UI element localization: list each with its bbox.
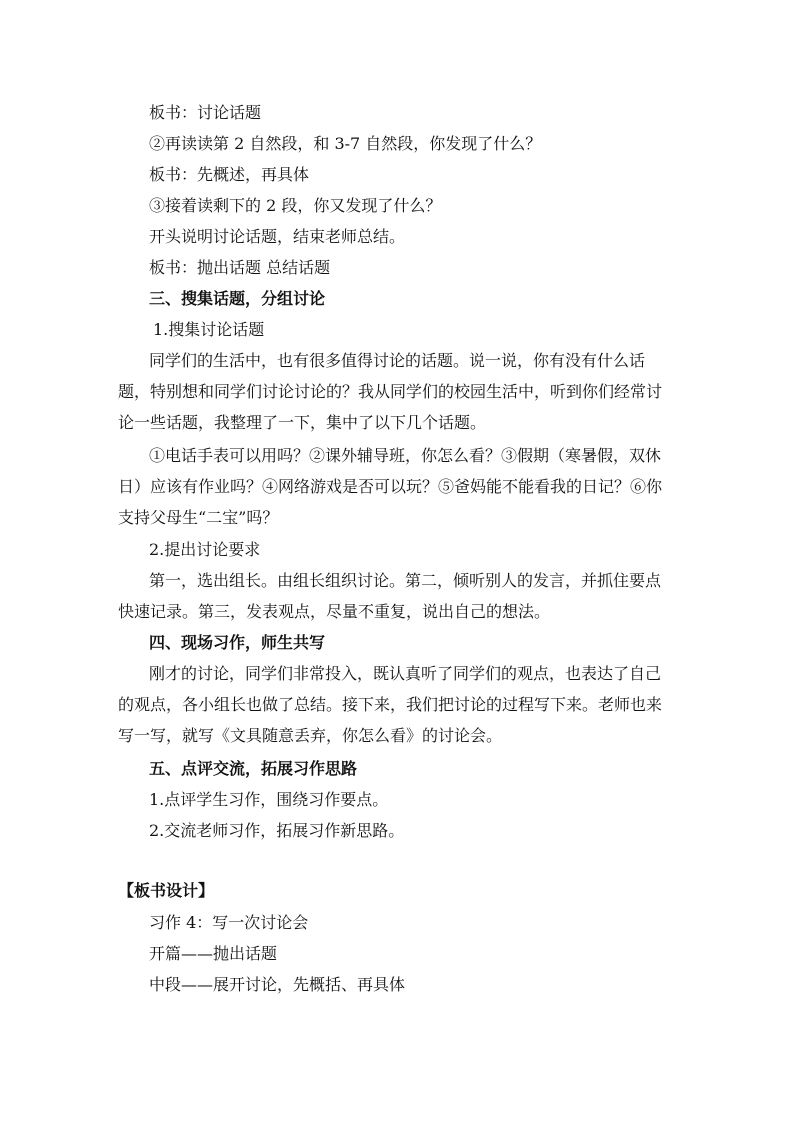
list-item-exchange: 2.交流老师习作，拓展习作新思路。 (149, 821, 405, 840)
topic-list-line: 日）应该有作业吗？④网络游戏是否可以玩？⑤爸妈能不能看我的日记？⑥你 (118, 477, 663, 496)
paragraph-line: 第一，选出组长。由组长组织讨论。第二，倾听别人的发言，并抓住要点 (149, 571, 662, 590)
board-note-raise-topic: 板书：抛出话题 总结话题 (149, 258, 331, 277)
section-heading-5: 五、点评交流，拓展习作思路 (149, 759, 358, 778)
opening-ending-note: 开头说明讨论话题，结束老师总结。 (149, 227, 406, 246)
topic-list-line: 支持父母生“二宝”吗？ (118, 508, 279, 527)
subheading-collect-topics: 1.搜集讨论话题 (153, 320, 265, 339)
paragraph-line: 的观点，各小组长也做了总结。接下来，我们把讨论的过程写下来。老师也来 (118, 695, 663, 714)
paragraph-line: 论一些话题，我整理了一下，集中了以下几个话题。 (118, 413, 487, 432)
topic-list-line: ①电话手表可以用吗？②课外辅导班，你怎么看？③假期（寒暑假，双休 (149, 446, 662, 465)
paragraph-line: 写一写，就写《文具随意丢弃，你怎么看》的讨论会。 (118, 726, 503, 745)
paragraph-line: 刚才的讨论，同学们非常投入，既认真听了同学们的观点，也表达了自己 (149, 664, 662, 683)
question-reread: ②再读读第 2 自然段，和 3-7 自然段，你发现了什么？ (149, 134, 542, 153)
paragraph-line: 同学们的生活中，也有很多值得讨论的话题。说一说，你有没有什么话 (149, 351, 646, 370)
board-design-opening: 开篇——抛出话题 (149, 944, 278, 963)
section-heading-4: 四、现场习作，师生共写 (149, 633, 326, 652)
question-remaining: ③接着读剩下的 2 段，你又发现了什么？ (149, 196, 442, 215)
paragraph-line: 题，特别想和同学们讨论讨论的？我从同学们的校园生活中，听到你们经常讨 (118, 382, 663, 401)
section-heading-3: 三、搜集话题，分组讨论 (149, 289, 326, 308)
board-design-middle: 中段——展开讨论，先概括、再具体 (149, 975, 406, 994)
board-design-heading: 【板书设计】 (118, 881, 215, 900)
board-note-summary-first: 板书：先概述，再具体 (149, 165, 310, 184)
board-design-title: 习作 4：写一次讨论会 (149, 913, 309, 932)
subheading-discussion-requirements: 2.提出讨论要求 (149, 540, 261, 559)
board-note-topic: 板书：讨论话题 (149, 103, 262, 122)
list-item-review: 1.点评学生习作，围绕习作要点。 (149, 790, 389, 809)
paragraph-line: 快速记录。第三，发表观点，尽量不重复，说出自己的想法。 (118, 602, 551, 621)
